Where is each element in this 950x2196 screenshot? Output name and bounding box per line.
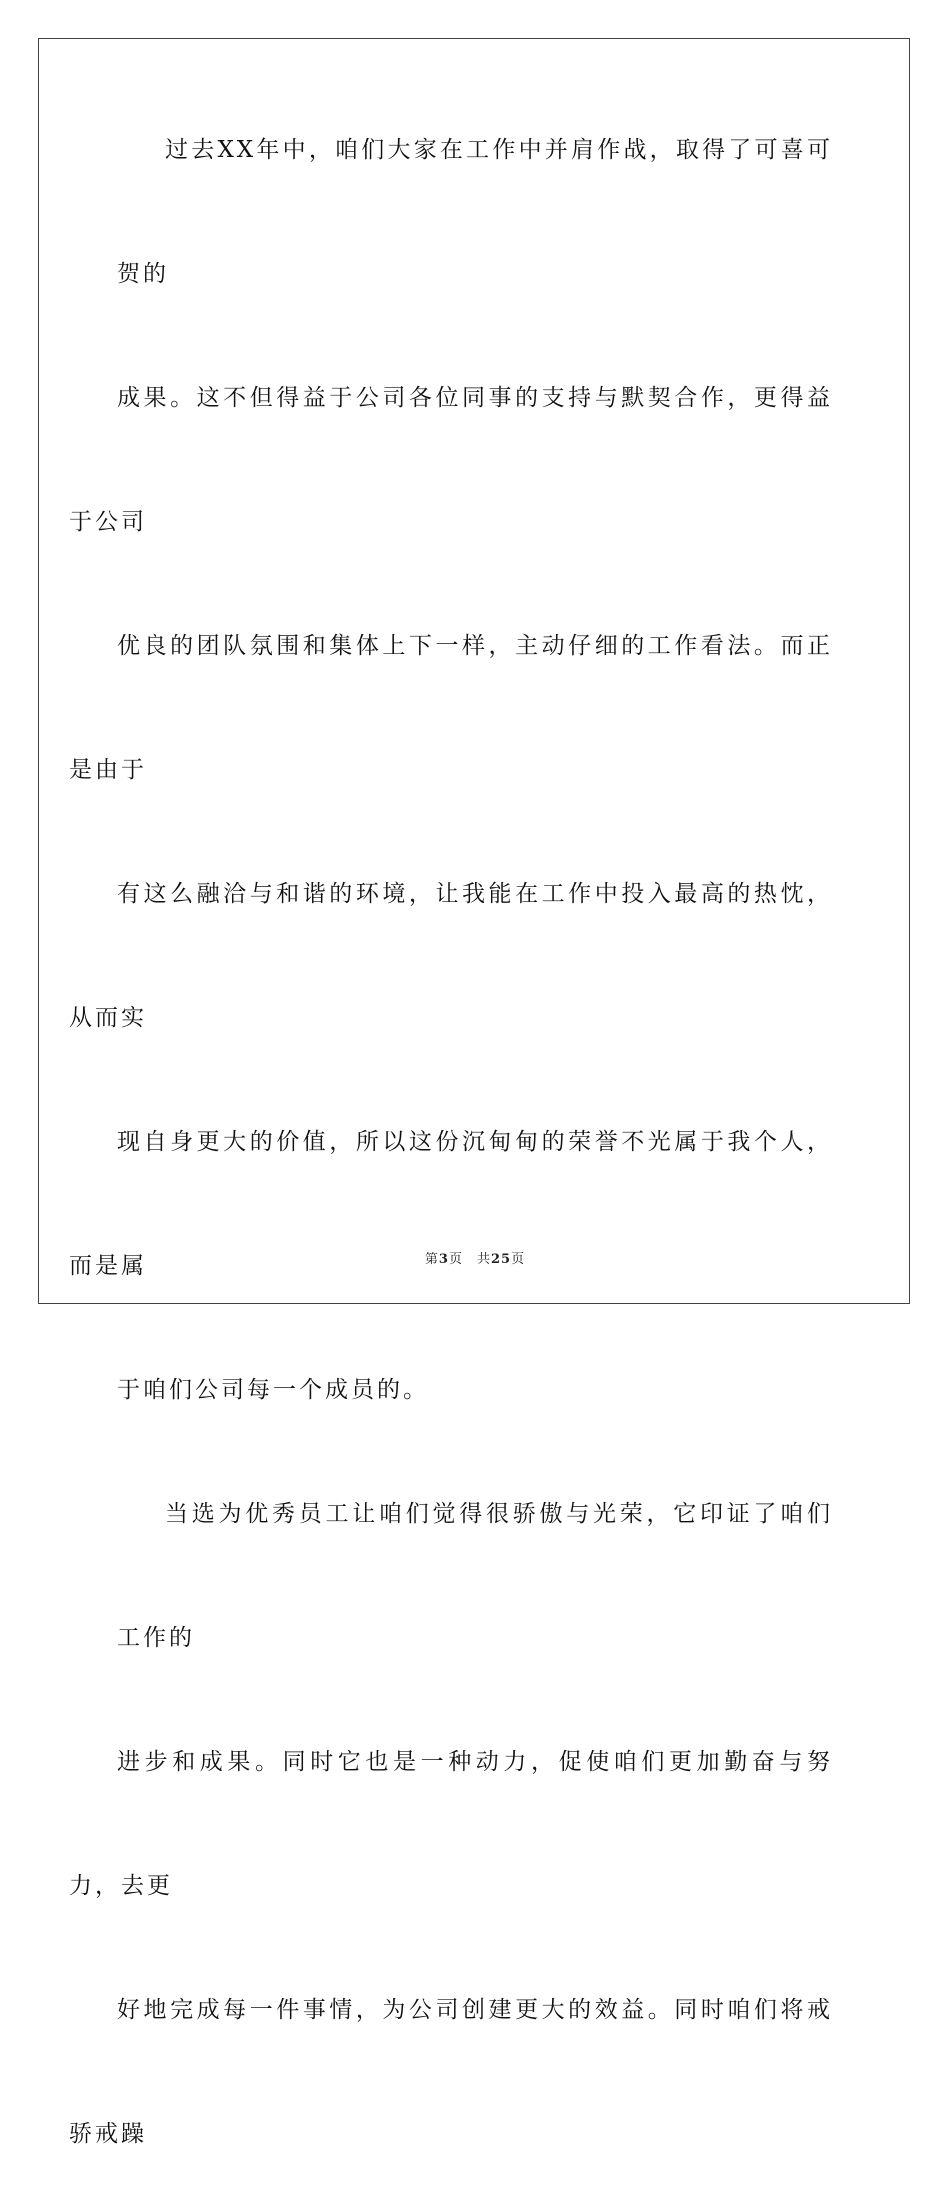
text-line: 当选为优秀员工让咱们觉得很骄傲与光荣，它印证了咱们工作的 [117, 1501, 833, 1651]
text-line: 过去XX年中，咱们大家在工作中并肩作战，取得了可喜可贺的 [117, 137, 833, 287]
page-total: 25 [490, 1252, 512, 1267]
total-prefix: 共 [476, 1252, 491, 1267]
text-line: 进步和成果。同时它也是一种动力，促使咱们更加勤奋与努力，去更 [69, 1749, 833, 1899]
text-line: 有这么融洽与和谐的环境，让我能在工作中投入最高的热忱，从而实 [69, 881, 833, 1031]
text-line: 成果。这不但得益于公司各位同事的支持与默契合作，更得益于公司 [69, 385, 833, 535]
text-line: 好地完成每一件事情，为公司创建更大的效益。同时咱们将戒骄戒躁 [69, 1997, 833, 2147]
document-body [69, 88, 833, 2196]
page-footer [0, 1248, 950, 1267]
text-line: 现自身更大的价值，所以这份沉甸甸的荣誉不光属于我个人，而是属 [69, 1129, 833, 1279]
page-prefix: 第 [424, 1252, 439, 1267]
text-line: 于咱们公司每一个成员的。 [117, 1377, 429, 1403]
page-current: 3 [438, 1252, 449, 1267]
text-line: 优良的团队氛围和集体上下一样，主动仔细的工作看法。而正是由于 [69, 633, 833, 783]
paragraph-2 [69, 1452, 833, 2196]
page-suffix: 页 [448, 1252, 463, 1267]
total-suffix: 页 [511, 1252, 526, 1267]
